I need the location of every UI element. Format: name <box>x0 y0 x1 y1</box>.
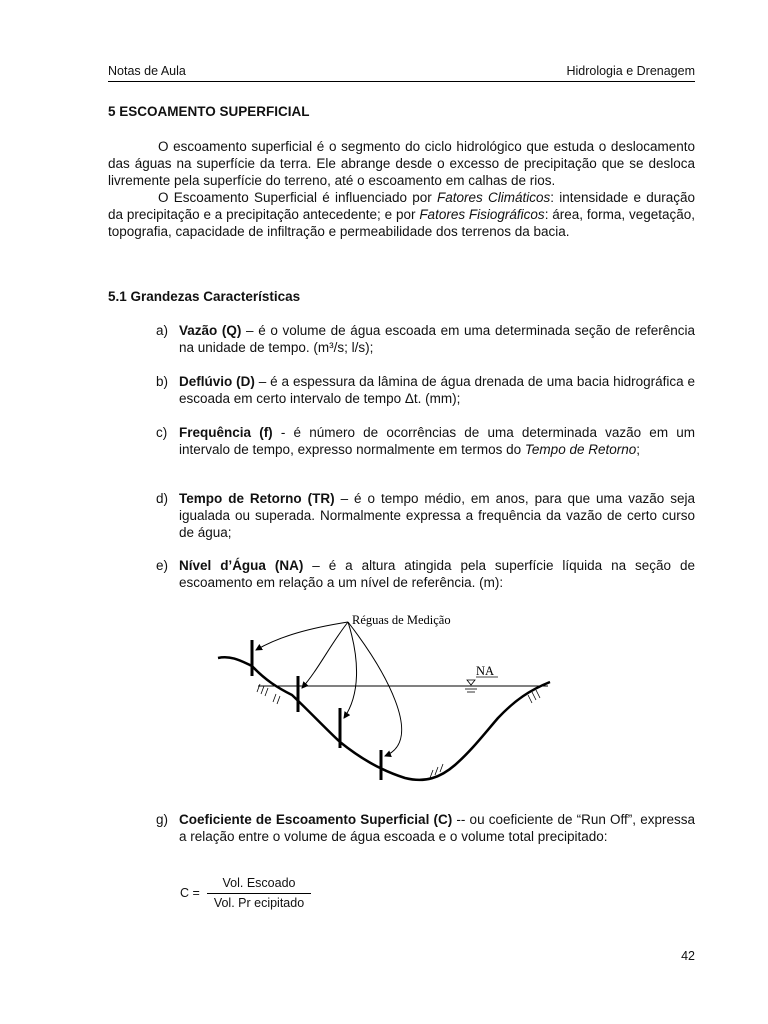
list-item-b: b) Deflúvio (D) – é a espessura da lâmina de água drenada de uma bacia hidrográfica e escoada em certo intervalo de tempo Δt. (mm); <box>156 374 696 406</box>
item-d-term: Tempo de Retorno (TR) <box>179 491 335 506</box>
water-level-symbol <box>467 680 475 685</box>
header-rule <box>108 81 695 82</box>
item-c-term: Frequência (f) <box>179 425 273 440</box>
list-item-d: d) Tempo de Retorno (TR) – é o tempo médio, em anos, para que uma vazão seja igualada ou superada. Normalmente expressa a frequência da vazão de certo curso de água; <box>156 491 695 540</box>
list-item-c: c) Frequência (f) - é número de ocorrências de uma determinada vazão em um intervalo de tempo, expresso normalmente em termos do Tempo de Retorno; <box>156 425 695 457</box>
leader-line-1 <box>256 622 348 650</box>
item-e-term: Nível d’Água (NA) <box>179 558 304 573</box>
leader-line-2 <box>302 622 348 688</box>
item-b-term: Deflúvio (D) <box>179 374 255 389</box>
intro-paragraphs <box>108 138 695 240</box>
formula-numerator: Vol. Escoado <box>222 876 296 890</box>
header-left: Notas de Aula <box>108 64 186 78</box>
item-a-term: Vazão (Q) <box>179 323 242 338</box>
formula-denominator: Vol. Pr ecipitado <box>213 896 305 910</box>
paragraph-2: O Escoamento Superficial é influenciado por Fatores Climáticos: intensidade e duração da precipitação e a precipitação antecedente; e por Fatores Fisiográficos: área, forma, vegetação, topografia, capacidade de infiltração e permeabilidade dos terrenos da bacia. <box>108 190 695 239</box>
section-title: 5 ESCOAMENTO SUPERFICIAL <box>108 104 310 119</box>
fraction-bar <box>207 893 311 894</box>
channel-cross-section-figure <box>210 600 570 790</box>
list-item-g: g) Coeficiente de Escoamento Superficial (C) -- ou coeficiente de “Run Off”, expressa a relação entre o volume de água escoada e o volume total precipitado: <box>156 812 696 844</box>
subsection-title: 5.1 Grandezas Características <box>108 289 301 304</box>
leader-line-4 <box>348 622 402 756</box>
header-right: Hidrologia e Drenagem <box>566 64 695 78</box>
page-number: 42 <box>681 949 695 963</box>
figure-label-na: NA <box>476 664 495 678</box>
figure-label-reguas: Réguas de Medição <box>352 613 451 627</box>
formula-lhs: C = <box>180 886 200 900</box>
leader-line-3 <box>344 622 357 718</box>
list-item-a: a) Vazão (Q) – é o volume de água escoada em uma determinada seção de referência na unidade de tempo. (m³/s; l/s); <box>156 323 695 355</box>
paragraph-1: O escoamento superficial é o segmento do ciclo hidrológico que estuda o deslocamento das águas na superfície da terra. Ele abrange desde o excesso de precipitação que se desloca livremente pela superfície do terreno, até o escoamento em calhas de rios. <box>108 139 695 188</box>
item-g-term: Coeficiente de Escoamento Superficial (C) <box>179 812 453 827</box>
list-item-e: e) Nível d’Água (NA) – é a altura atingida pela superfície líquida na seção de escoamento em relação a um nível de referência. (m): <box>156 558 695 590</box>
